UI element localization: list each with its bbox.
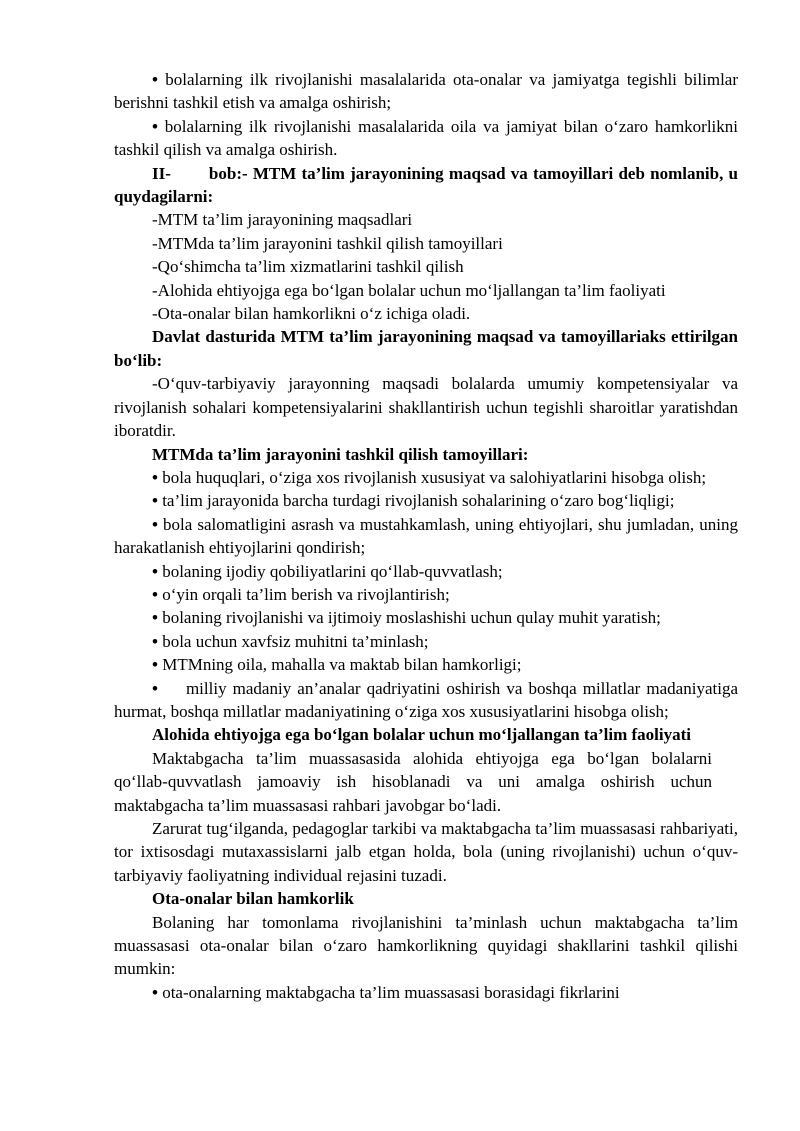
bullet-item	[114, 653, 738, 676]
paragraph-line: maktabgacha ta’lim muassasasi rahbari javobgar bo‘ladi.	[114, 795, 502, 815]
paragraph: Zarurat tug‘ilganda, pedagoglar tarkibi va maktabgacha ta’lim muassasasi rahbariyati, tor ixtisosdagi mutaxassislarni jalb etgan holda, bola (uning rivojlanishi) uchun o‘quv-tarbiyaviy faoliyatning individual rejasini tuzadi.	[114, 819, 738, 885]
paragraph: Bolaning har tomonlama rivojlanishini ta’minlash uchun maktabgacha ta’lim muassasasi ota-onalar bilan o‘zaro hamkorlikning quyidagi shakllarini tashkil qilishi mumkin:	[114, 912, 738, 979]
bullet-item	[114, 115, 738, 162]
bullet-text: ta’lim jarayonida barcha turdagi rivojlanish sohalarining o‘zaro bog‘liqligi;	[162, 491, 675, 511]
bullet-text: bolaning rivojlanishi va ijtimoiy moslashishi uchun qulay muhit yaratish;	[162, 608, 661, 628]
paragraph-line: qo‘llab-quvvatlash jamoaviy ish hisoblanadi va uni amalga oshirish uchun	[114, 772, 712, 792]
bullet-icon: •	[152, 467, 158, 487]
list-line: -Qo‘shimcha ta’lim xizmatlarini tashkil qilish	[152, 257, 464, 277]
paragraph-line: Maktabgacha ta’lim muassasasida alohida ehtiyojga ega bo‘lgan bolalarni	[152, 748, 712, 768]
bullet-text: MTMning oila, mahalla va maktab bilan hamkorligi;	[162, 655, 522, 675]
bullet-text: milliy madaniy an’analar qadriyatini oshirish va boshqa millatlar madaniyatiga hurmat, boshqa millatlar madaniyatining o‘ziga xos xususiyatlarini hisobga olish;	[114, 678, 738, 721]
paragraph	[114, 747, 738, 817]
paragraph: -O‘quv-tarbiyaviy jarayonning maqsadi bolalarda umumiy kompetensiyalar va rivojlanish sohalari kompetensiyalarini shakllantirish uchun tegishli sharoitlar yaratishdan iboratdir.	[114, 374, 738, 441]
bullet-text: bola salomatligini asrash va mustahkamlash, uning ehtiyojlari, shu jumladan, uning harakatlanish ehtiyojlarini qondirish;	[114, 514, 738, 558]
bullet-icon: •	[152, 561, 158, 581]
bullet-text: bolalarning ilk rivojlanishi masalalarida ota-onalar va jamiyatga tegishli bilimlar berishni tashkil etish va amalga oshirish;	[114, 70, 738, 113]
bullet-item	[114, 513, 738, 560]
list-line: -Alohida ehtiyojga ega bo‘lgan bolalar uchun mo‘ljallangan ta’lim faoliyati	[152, 280, 666, 300]
bullet-icon: •	[152, 655, 158, 675]
bullet-icon: •	[152, 70, 158, 89]
list-line: -MTM ta’lim jarayonining maqsadlari	[152, 210, 413, 230]
bullet-text: o‘yin orqali ta’lim berish va rivojlantirish;	[162, 584, 450, 604]
bullet-item	[114, 630, 738, 653]
bullet-text: bola uchun xavfsiz muhitni ta’minlash;	[162, 631, 429, 651]
bullet-item	[114, 583, 738, 606]
bullet-item	[114, 68, 738, 115]
bullet-item	[114, 466, 738, 489]
bullet-text: bolalarning ilk rivojlanishi masalalarida oila va jamiyat bilan o‘zaro hamkorlikni tashkil qilish va amalga oshirish.	[114, 116, 739, 160]
bold-heading: Davlat dasturida MTM ta’lim jarayonining maqsad va tamoyillariaks ettirilgan bo‘lib:	[114, 327, 738, 370]
section-heading	[114, 162, 738, 209]
bullet-item	[114, 489, 738, 512]
bullet-icon: •	[152, 584, 158, 604]
bullet-icon: •	[152, 982, 158, 1002]
bullet-icon: •	[152, 116, 158, 136]
bold-heading: Ota-onalar bilan hamkorlik	[152, 889, 354, 909]
section-number: II-	[152, 163, 171, 183]
bold-heading: Alohida ehtiyojga ega bo‘lgan bolalar uchun mo‘ljallangan ta’lim faoliyati	[152, 725, 692, 745]
bold-heading: MTMda ta’lim jarayonini tashkil qilish tamoyillari:	[152, 444, 529, 464]
section-title: bob:- MTM ta’lim jarayonining maqsad va tamoyillari deb nomlanib, u quydagilarni:	[114, 163, 738, 207]
bullet-text: ota-onalarning maktabgacha ta’lim muassasasi borasidagi fikrlarini	[162, 982, 620, 1002]
bullet-text: bola huquqlari, o‘ziga xos rivojlanish xususiyat va salohiyatlarini hisobga olish;	[162, 467, 707, 487]
bullet-item	[114, 606, 738, 629]
bullet-icon: •	[152, 678, 158, 698]
list-line: -MTMda ta’lim jarayonini tashkil qilish tamoyillari	[152, 233, 503, 253]
list-line: -Ota-onalar bilan hamkorlikni o‘z ichiga oladi.	[152, 304, 471, 324]
bullet-icon: •	[152, 631, 158, 651]
bullet-item	[114, 677, 738, 724]
bullet-item	[114, 981, 738, 1004]
bullet-icon: •	[152, 491, 158, 511]
bullet-item	[114, 560, 738, 583]
bullet-text: bolaning ijodiy qobiliyatlarini qo‘llab-quvvatlash;	[162, 561, 503, 581]
bullet-icon: •	[152, 608, 158, 628]
bullet-icon: •	[152, 514, 158, 534]
